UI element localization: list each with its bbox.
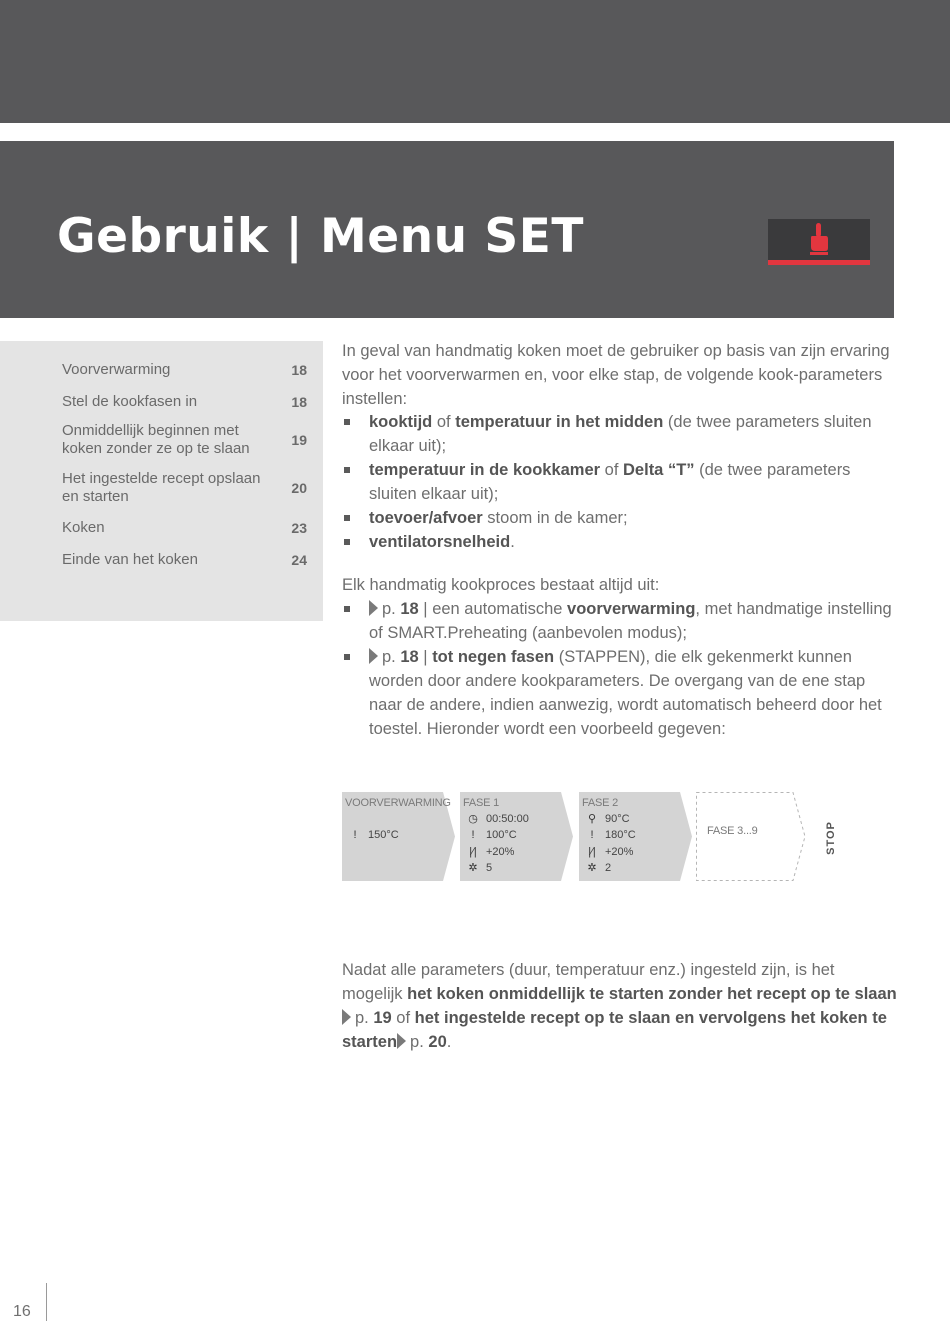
toc-item-label: Koken bbox=[62, 519, 105, 536]
phase2-stage bbox=[579, 792, 692, 881]
phase2-fan: 2 bbox=[605, 861, 612, 874]
clock-icon: ◷ bbox=[468, 813, 478, 825]
header-icon-accent bbox=[768, 260, 870, 265]
preheat-stage bbox=[342, 792, 455, 881]
closing-paragraph: Nadat alle parameters (duur, temperatuur enz.) ingesteld zijn, is het mogelijk het koken onmiddellijk te starten zonder het recept op te slaanp. 19 of het ingestelde recept op te slaan en vervolgens het koken te starten p. 20. bbox=[342, 961, 897, 1051]
toc-item-page: 18 bbox=[291, 394, 307, 410]
parameter-item: toevoer/afvoer stoom in de kamer; bbox=[342, 506, 897, 530]
thermometer-icon: ! bbox=[471, 829, 475, 841]
intro-paragraph: In geval van handmatig koken moet de gebruiker op basis van zijn ervaring voor het voorverwarmen en, voor elke stap, de volgende kook-parameters instellen: bbox=[342, 342, 890, 408]
toc-item-label: Stel de kookfasen in bbox=[62, 393, 198, 410]
process-item: p. 18 | een automatische voorverwarming, met handmatige instelling of SMART.Preheating (aanbevolen modus); bbox=[342, 597, 897, 645]
toc-item[interactable] bbox=[62, 393, 307, 411]
page-ref[interactable]: p. 19 bbox=[355, 1009, 392, 1027]
cooking-phases-diagram bbox=[342, 792, 842, 882]
toc-item[interactable] bbox=[62, 470, 307, 506]
preheat-temp: 150°C bbox=[368, 829, 399, 841]
page-ref[interactable]: p. 18 bbox=[382, 600, 419, 618]
page-title: Gebruik | Menu SET bbox=[57, 209, 584, 264]
stage-title: FASE 2 bbox=[582, 797, 619, 809]
process-item: p. 18 | tot negen fasen (STAPPEN), die elk gekenmerkt kunnen worden door andere kookparameters. De overgang van de ene stap naar de andere, indien aanwezig, wordt automatisch beheerd door het toestel. Hieronder wordt een voorbeeld gegeven: bbox=[342, 645, 897, 741]
fan-icon: ✲ bbox=[468, 862, 478, 874]
page-ref[interactable]: p. 20 bbox=[410, 1033, 447, 1051]
phase1-time: 00:50:00 bbox=[486, 812, 529, 825]
toc-panel bbox=[0, 341, 323, 621]
humidity-icon: |⁄| bbox=[588, 846, 596, 858]
parameter-list bbox=[342, 410, 897, 554]
header-icon-box bbox=[768, 219, 870, 265]
core-probe-icon: ⚲ bbox=[587, 813, 597, 825]
toc-item-page: 19 bbox=[291, 432, 307, 448]
parameter-item: ventilatorsnelheid. bbox=[342, 530, 897, 554]
phase1-stage bbox=[460, 792, 573, 881]
phase2-temp: 180°C bbox=[605, 829, 636, 841]
page-ref-arrow-icon bbox=[369, 648, 378, 664]
toc-item-page: 23 bbox=[291, 520, 307, 536]
toc-item[interactable] bbox=[62, 422, 307, 458]
phase1-humidity: +20% bbox=[486, 846, 515, 858]
toc-item[interactable] bbox=[62, 519, 307, 537]
toc-item-page: 24 bbox=[291, 552, 307, 568]
stage-title: VOORVERWARMING bbox=[345, 797, 451, 809]
parameter-item: kooktijd of temperatuur in het midden (de twee parameters sluiten elkaar uit); bbox=[342, 410, 897, 458]
page-ref[interactable]: p. 18 bbox=[382, 648, 419, 666]
process-list bbox=[342, 597, 897, 741]
humidity-icon: |⁄| bbox=[469, 846, 477, 858]
toc-item-page: 18 bbox=[291, 362, 307, 378]
stage-title: FASE 1 bbox=[463, 797, 500, 809]
hand-pointer-icon bbox=[808, 222, 830, 256]
toc-item-label: Voorverwarming bbox=[62, 361, 171, 378]
page-ref-arrow-icon bbox=[369, 600, 378, 616]
page-ref-arrow-icon bbox=[342, 1009, 351, 1025]
page-number-divider bbox=[46, 1283, 47, 1321]
page-number: 16 bbox=[13, 1303, 31, 1320]
more-phases-stage bbox=[696, 792, 806, 881]
toc-item-page: 20 bbox=[291, 480, 307, 496]
stage-title: FASE 3...9 bbox=[707, 825, 758, 837]
toc-item-label: Onmiddellijk beginnen met koken zonder ze op te slaan bbox=[62, 422, 250, 457]
phase2-probe: 90°C bbox=[605, 812, 630, 825]
thermometer-icon: ! bbox=[353, 829, 357, 841]
stop-label: STOP bbox=[824, 821, 837, 855]
toc-item[interactable] bbox=[62, 361, 307, 379]
phase2-humidity: +20% bbox=[605, 846, 634, 858]
phase1-temp: 100°C bbox=[486, 829, 517, 841]
fan-icon: ✲ bbox=[587, 862, 597, 874]
toc-item[interactable] bbox=[62, 551, 307, 569]
page-ref-arrow-icon bbox=[397, 1033, 406, 1049]
toc-item-label: Het ingestelde recept opslaan en starten bbox=[62, 470, 261, 505]
toc-item-label: Einde van het koken bbox=[62, 551, 198, 568]
parameter-item: temperatuur in de kookkamer of Delta “T” (de twee parameters sluiten elkaar uit); bbox=[342, 458, 897, 506]
process-intro: Elk handmatig kookproces bestaat altijd uit: bbox=[342, 576, 660, 594]
thermometer-icon: ! bbox=[590, 829, 594, 841]
phase1-fan: 5 bbox=[486, 861, 493, 874]
top-bar bbox=[0, 0, 950, 123]
